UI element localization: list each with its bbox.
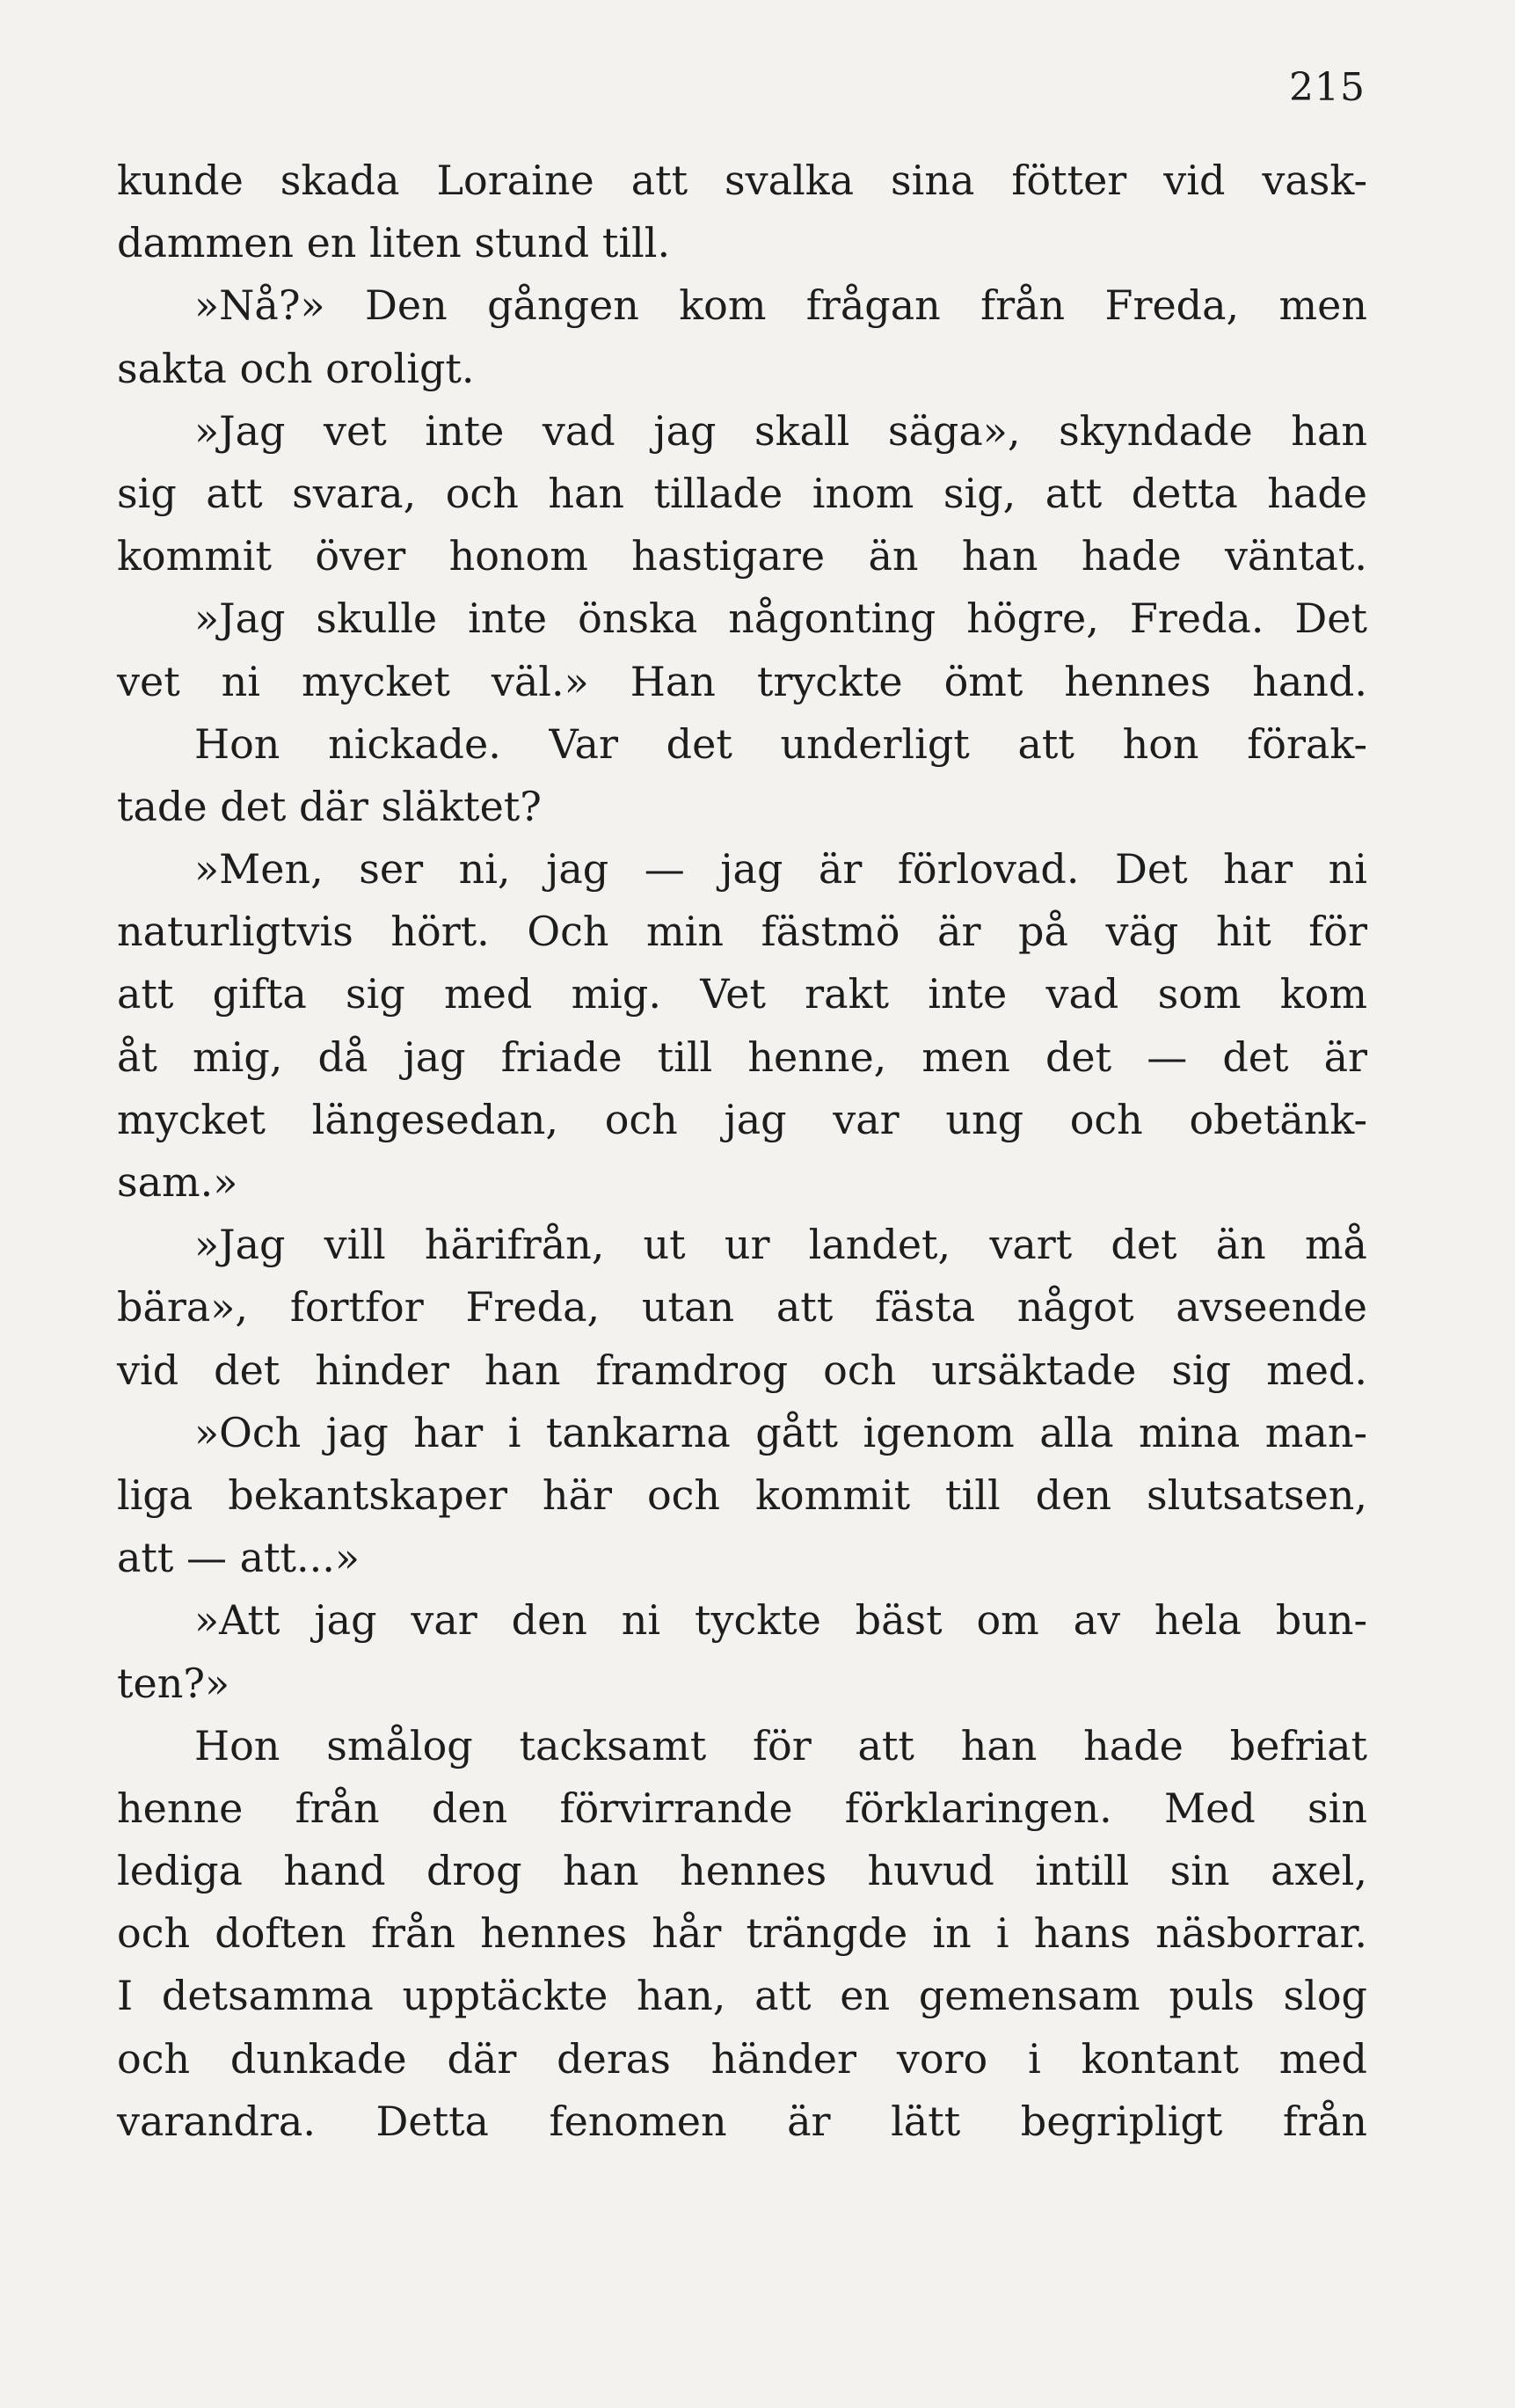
text-line: naturligtvis hört. Och min fästmö är på väg hit för	[117, 908, 1367, 956]
text-line: sig att svara, och han tillade inom sig, att detta hade	[117, 469, 1367, 517]
text-line: »Jag vill härifrån, ut ur landet, vart det än må	[194, 1221, 1367, 1269]
text-line: »Nå?» Den gången kom frågan från Freda, men	[194, 281, 1367, 330]
text-line: att — att...»	[117, 1534, 361, 1582]
text-line: sam.»	[117, 1158, 238, 1206]
text-line: liga bekantskaper här och kommit till den slutsatsen,	[117, 1470, 1367, 1519]
text-line: »Jag vet inte vad jag skall säga», skyndade han	[194, 406, 1367, 455]
text-line: »Men, ser ni, jag — jag är förlovad. Det har ni	[194, 845, 1367, 894]
text-line: I detsamma upptäckte han, att en gemensam puls slog	[117, 1972, 1367, 2020]
text-line: åt mig, då jag friade till henne, men det — det är	[117, 1033, 1367, 1081]
text-line: ten?»	[117, 1659, 230, 1707]
text-line: mycket längesedan, och jag var ung och obetänk-	[117, 1095, 1367, 1143]
text-line: kunde skada Loraine att svalka sina fötter vid vask-	[117, 157, 1367, 204]
text-line: »Och jag har i tankarna gått igenom alla mina man-	[194, 1408, 1367, 1456]
text-line: tade det där släktet?	[117, 782, 542, 830]
text-line: bära», fortfor Freda, utan att fästa något avseende	[117, 1283, 1367, 1332]
text-line: och doften från hennes hår trängde in i hans näsborrar.	[117, 1909, 1367, 1958]
text-line: kommit över honom hastigare än han hade väntat.	[117, 532, 1367, 580]
text-line: »Jag skulle inte önska någonting högre, Freda. Det	[194, 595, 1367, 643]
text-line: Hon nickade. Var det underligt att hon förak-	[194, 719, 1367, 768]
body-text	[117, 150, 1367, 2153]
text-line: lediga hand drog han hennes huvud intill sin axel,	[117, 1847, 1367, 1895]
text-line: sakta och oroligt.	[117, 344, 475, 392]
text-line: varandra. Detta fenomen är lätt begripligt från	[117, 2097, 1367, 2145]
text-line: »Att jag var den ni tyckte bäst om av hela bun-	[194, 1596, 1367, 1645]
text-line: Hon smålog tacksamt för att han hade befriat	[194, 1721, 1367, 1770]
text-line: vid det hinder han framdrog och ursäktade sig med.	[117, 1346, 1367, 1394]
text-line: och dunkade där deras händer voro i kontant med	[117, 2034, 1367, 2083]
text-line: att gifta sig med mig. Vet rakt inte vad som kom	[117, 970, 1367, 1018]
text-line: henne från den förvirrande förklaringen. Med sin	[117, 1784, 1367, 1832]
text-line: vet ni mycket väl.» Han tryckte ömt hennes hand.	[117, 657, 1367, 705]
page-number: 215	[1289, 65, 1366, 110]
text-line: dammen en liten stund till.	[117, 219, 671, 267]
